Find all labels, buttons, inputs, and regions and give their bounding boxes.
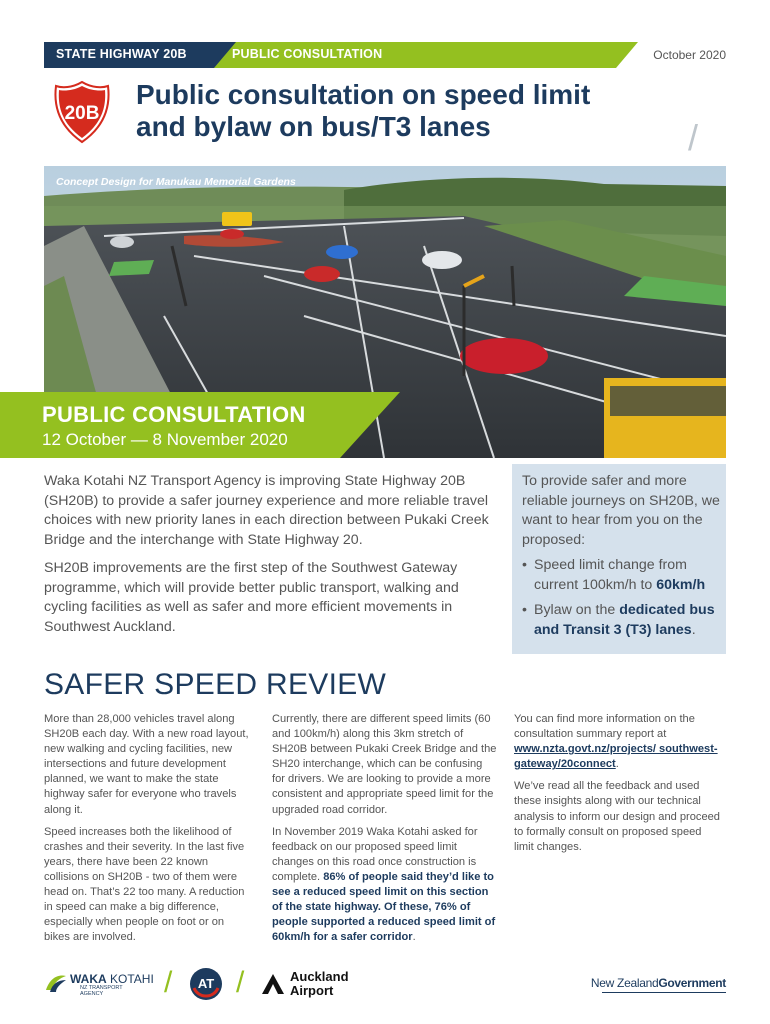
nzgov-a: New Zealand [590,976,659,990]
highway-tab-label: STATE HIGHWAY 20B [56,47,187,61]
image-caption: Concept Design for Manukau Memorial Gardens [56,176,296,188]
consultation-dates: 12 October — 8 November 2020 [42,430,288,449]
page-title [136,79,676,143]
issue-date: October 2020 [653,48,726,62]
title-line-2: and bylaw on bus/T3 lanes [136,111,491,142]
consultation-banner-title: PUBLIC CONSULTATION [42,402,306,427]
consultation-report-link[interactable]: www.nzta.govt.nz/projects/ southwest-gateway/20connect [514,743,718,771]
review-c2-p2-end: . [412,931,416,944]
review-column-3 [514,712,722,862]
nz-government-wordmark [591,976,726,990]
review-c3-p1-end: . [615,758,619,771]
proposal-bullet-speed: • Speed limit change from current 100km/h to 60km/h [522,557,706,593]
intro-text [44,472,496,646]
review-c2-p2-bold: 86% of people said they’d like to see a reduced speed limit on this section of the state highway. Of these, 76% of people supported a reduced speed limit of 60km/h for a safer corridor [272,870,496,944]
title-line-1: Public consultation on speed limit [136,79,591,110]
waka-sub-2: AGENCY [80,991,104,997]
highway-shield-icon [50,80,114,144]
waka-kotahi-logo-icon [44,972,68,994]
bullet-bylaw-text: Bylaw on the [534,602,620,618]
waka-bold: WAKA [70,972,107,986]
nzgov-b: Government [658,976,726,990]
review-c3-p1-text: You can find more information on the consultation summary report at [514,713,695,741]
footer-divider-2: / [236,966,245,999]
review-c1-p1: More than 28,000 vehicles travel along SH20B each day. With a new road layout, new walking and cycling facilities, new intersections and future development planned, we want to make the state highway safer for everyone who travels along it. [44,713,249,816]
proposal-lead: To provide safer and more reliable journeys on SH20B, we want to hear from you on the proposed: [522,473,720,548]
waka-light: KOTAHI [106,972,154,986]
review-c3-p1 [514,712,722,772]
waka-sub-1: NZ TRANSPORT [80,985,123,991]
nz-government-underline [602,992,726,993]
bullet-bylaw-end: . [691,621,696,638]
review-c1-p2: Speed increases both the likelihood of crashes and their severity. In the last five years, there have been 22 known collisions on SH20B - two of them were head on. That’s 22 too many. A reduction in speed can make a big difference, especially when people on foot or on bikes are involved. [44,825,245,944]
auckland-airport-wordmark [290,970,349,998]
bullet-bylaw-bold: dedicated bus and Transit 3 (T3) lanes [534,602,715,638]
review-c2-p1: Currently, there are different speed limits (60 and 100km/h) along this 3km stretch of SH20B between Pukaki Creek Bridge and the SH20 interchange, which can be confusing for drivers. We are looking to provide a more consistent and appropriate speed limit for the upgraded road corridor. [272,713,497,816]
review-column-1 [44,712,252,952]
waka-kotahi-subtitle [80,985,123,997]
footer-divider-1: / [164,966,173,999]
decorative-slash: / [688,117,699,158]
shield-label: 20B [64,103,100,124]
consultation-tab-label: PUBLIC CONSULTATION [232,47,383,61]
intro-paragraph-2: SH20B improvements are the first step of the Southwest Gateway programme, which will provide better public transport, walking and cycling facilities as well as safer and more efficient movements in Southwest Auckland. [44,560,459,635]
waka-kotahi-wordmark [70,972,154,986]
airport-line-2: Airport [290,983,334,998]
section-heading: SAFER SPEED REVIEW [44,668,387,701]
review-c2-p2-text: In November 2019 Waka Kotahi asked for feedback on our proposed speed limit changes on this road once construction is complete. [272,825,478,883]
airport-line-1: Auckland [290,969,349,984]
auckland-airport-logo-icon [262,974,284,994]
review-c3-p2: We’ve read all the feedback and used these insights along with our technical analysis to inform our design and proceed to formally consult on proposed speed limit changes. [514,780,720,853]
review-column-2 [272,712,498,952]
at-label: AT [197,976,215,991]
bullet-speed-bold: 60km/h [656,576,706,593]
bullet-speed-text: Speed limit change from current 100km/h to [534,557,687,593]
proposal-box-content [522,472,722,646]
review-c2-p2 [272,825,498,946]
auckland-transport-logo-icon [188,966,224,1002]
intro-paragraph-1: Waka Kotahi NZ Transport Agency is improving State Highway 20B (SH20B) to provide a safer journey experience and more reliable travel choices with new priority lanes in each direction between Pukaki Creek Bridge and the interchange with State Highway 20. [44,473,489,548]
proposal-bullet-bylaw: • Bylaw on the dedicated bus and Transit 3 (T3) lanes. [522,602,715,638]
